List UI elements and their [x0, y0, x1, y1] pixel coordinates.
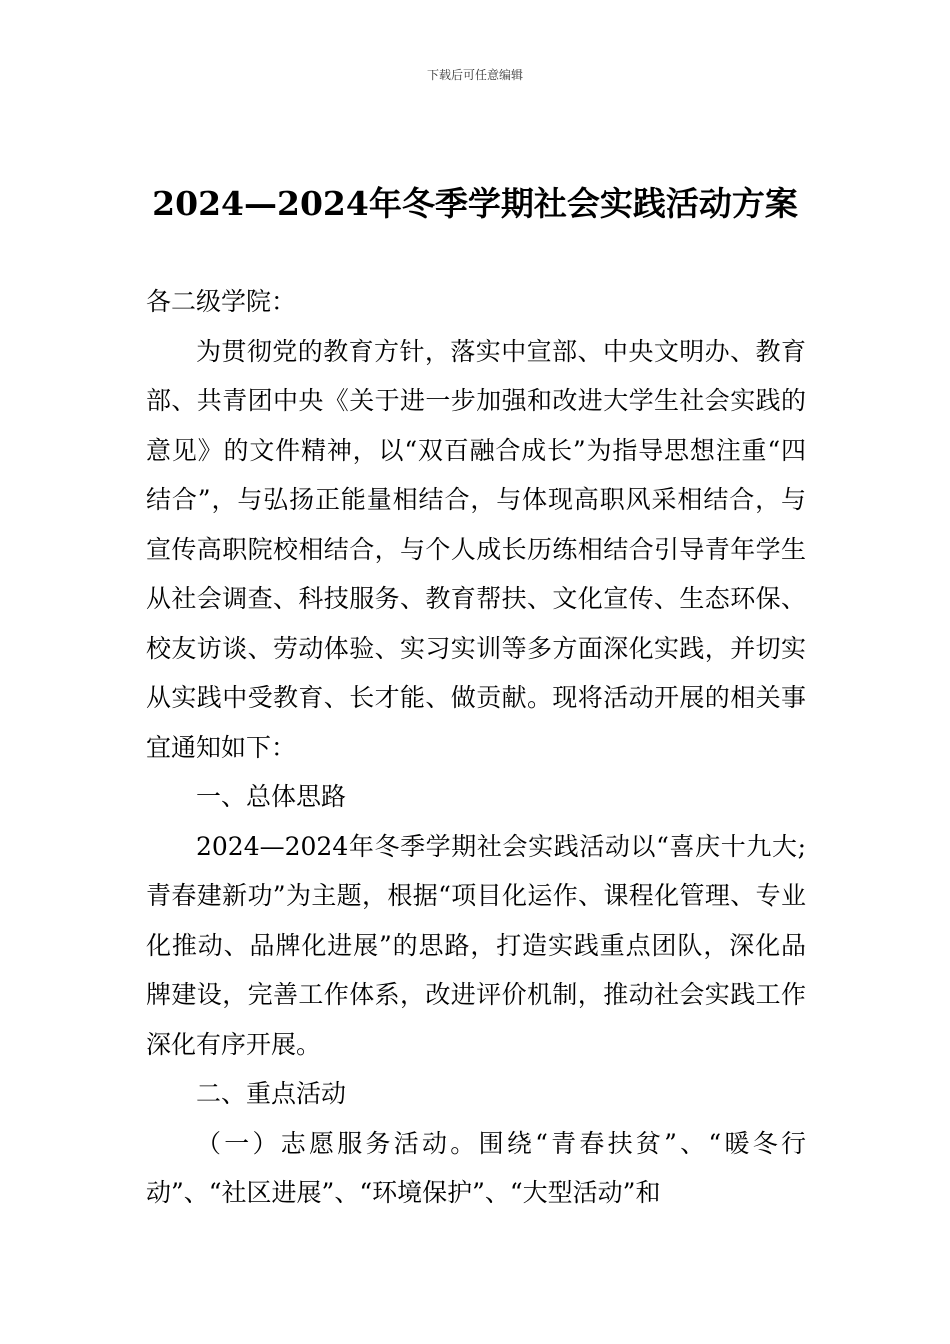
- paragraph-intro: 为贯彻党的教育方针，落实中宣部、中央文明办、教育部、共青团中央《关于进一步加强和改进大学生社会实践的意见》的文件精神，以“双百融合成长”为指导思想注重“四结合”，与弘扬正能量相结合，与体现高职风采相结合，与宣传高职院校相结合，与个人成长历练相结合引导青年学生从社会调查、科技服务、教育帮扶、文化宣传、生态环保、校友访谈、劳动体验、实习实训等多方面深化实践，并切实从实践中受教育、长才能、做贡献。现将活动开展的相关事宜通知如下：: [146, 336, 806, 762]
- salutation: 各二级学院：: [146, 287, 297, 316]
- document-title: 2024—2024年冬季学期社会实践活动方案: [152, 184, 798, 223]
- header-note: 下载后可任意编辑: [426, 68, 523, 82]
- paragraph-overall-approach: 2024—2024年冬季学期社会实践活动以“喜庆十九大;青春建新功”为主题，根据“项目化运作、课程化管理、专业化推动、品牌化进展”的思路，打造实践重点团队，深化品牌建设，完善工作体系，改进评价机制，推动社会实践工作深化有序开展。: [146, 831, 806, 1059]
- section-heading-key-activities: 二、重点活动: [196, 1079, 347, 1108]
- paragraph-volunteer-service: （一）志愿服务活动。围绕“青春扶贫”、“暖冬行动”、“社区进展”、“环境保护”、“大型活动”和: [146, 1128, 806, 1207]
- section-heading-overall-approach: 一、总体思路: [196, 782, 347, 811]
- document-body: [146, 277, 806, 1218]
